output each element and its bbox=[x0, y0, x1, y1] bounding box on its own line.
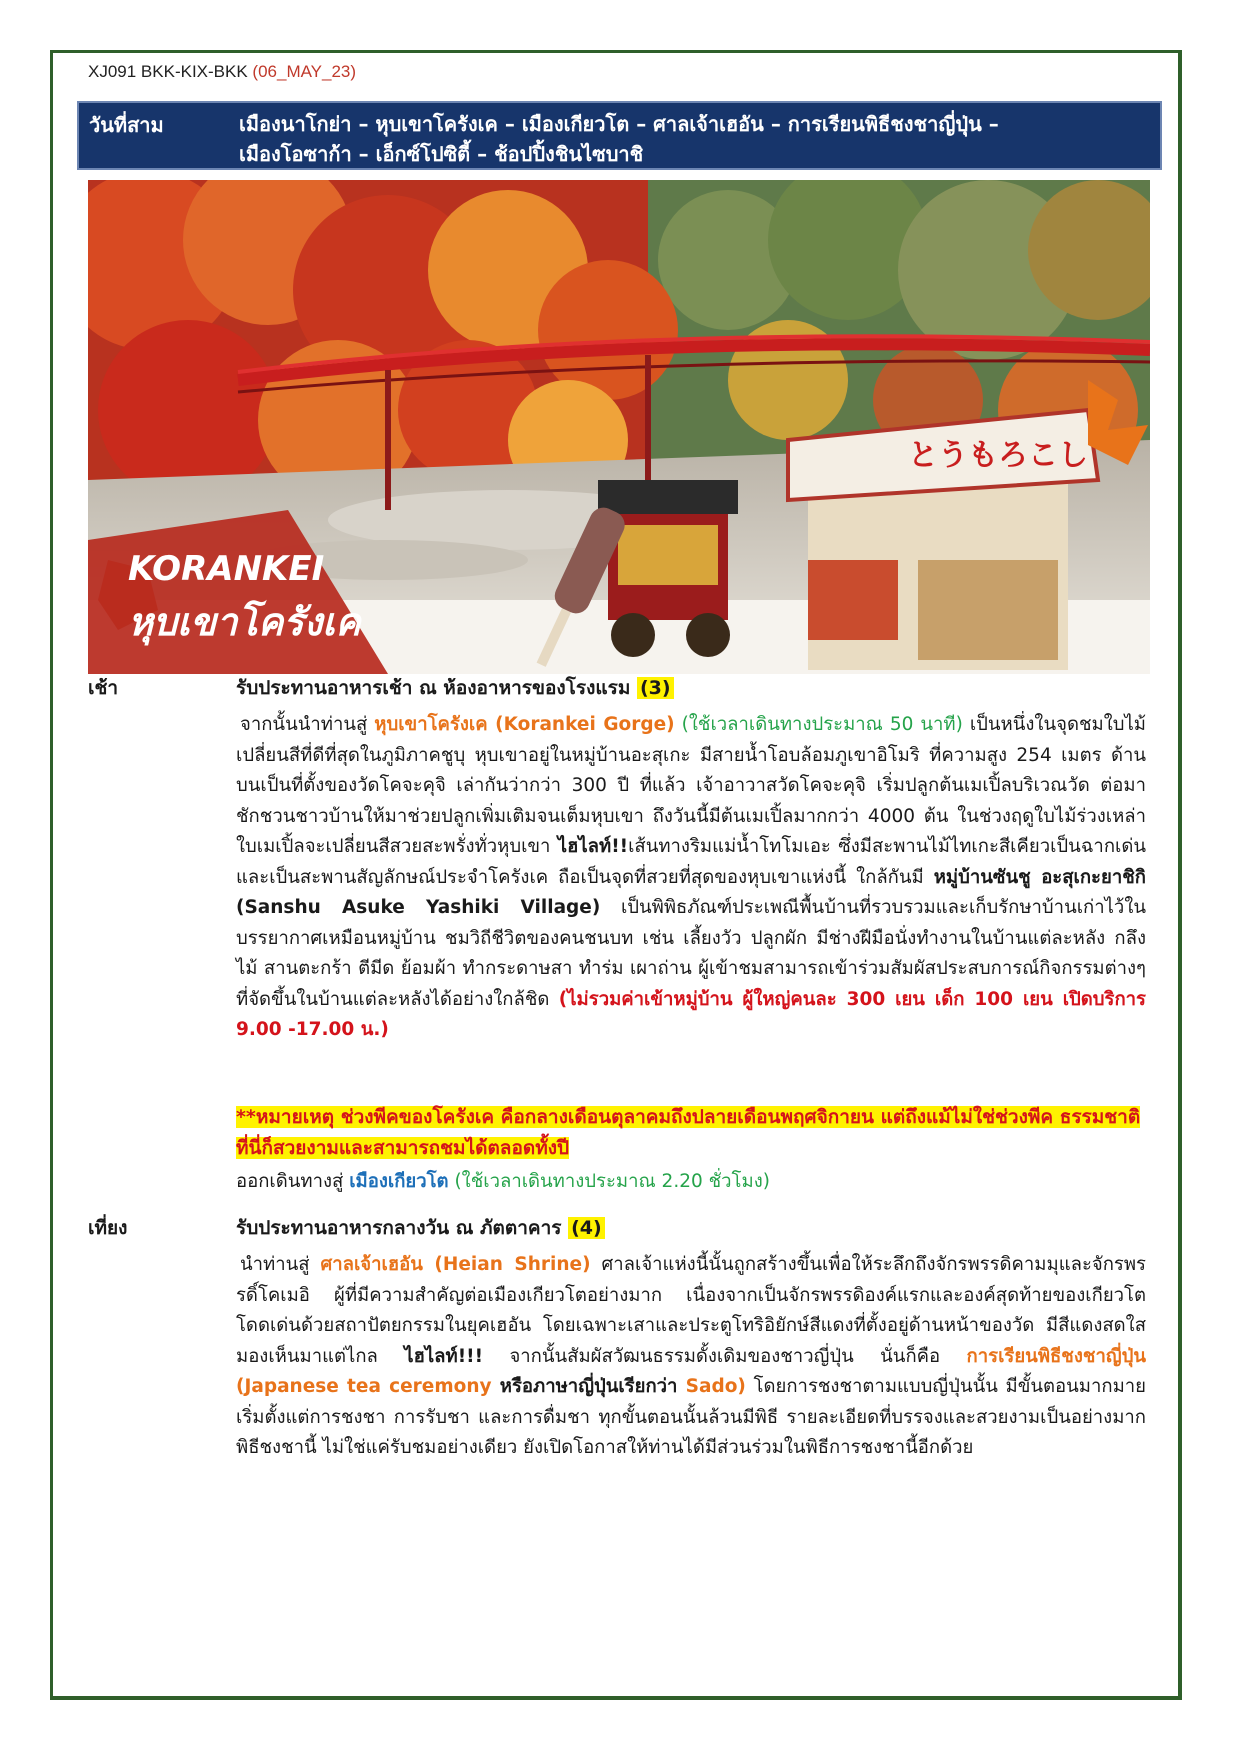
korankei-highlight: ไฮไลท์!! bbox=[557, 836, 629, 857]
morning-meal bbox=[236, 673, 674, 703]
korankei-travel-time: (ใช้เวลาเดินทางประมาณ 50 นาที) bbox=[674, 714, 963, 735]
tea-ceremony-japanese: หรือภาษาญี่ปุ่นเรียกว่า bbox=[491, 1376, 686, 1397]
heian-description: ศาลเจ้าแห่งนี้นั้นถูกสร้างขึ้นเพื่อให้ระลึกถึงจักรพรรดิคามมุและจักรพรรดิ์โคเมอิ ผู้ที่มีความสำคัญต่อเมืองเกียวโตอย่างมาก เนื่องจากเป็นจักรพรรดิองค์แรกและองค์สุดท้ายของเกียวโต โดดเด่นด้วยสถาปัตยกรรมในยุคเฮอัน โดยเฉพาะเสาและประตูโทริอิยักษ์สีแดงที่ตั้งอยู่ด้านหน้าของวัด มีสีแดงสดใสมองเห็นมาแต่ไกล bbox=[236, 1254, 1146, 1367]
morning-meal-text: รับประทานอาหารเช้า ณ ห้องอาหารของโรงแรม bbox=[236, 677, 631, 699]
kyoto-city: เมืองเกียวโต bbox=[349, 1171, 449, 1192]
day-label: วันที่สาม bbox=[89, 113, 164, 137]
korankei-paragraph bbox=[236, 710, 1146, 1046]
kyoto-travel-time: (ใช้เวลาเดินทางประมาณ 2.20 ชั่วโมง) bbox=[448, 1171, 770, 1192]
depart-text: ออกเดินทางสู่ bbox=[236, 1171, 350, 1192]
noon-label: เที่ยง bbox=[88, 1217, 128, 1239]
korankei-bridge-text: เส้นทางริมแม่น้ำโทโมเอะ ซึ่งมีสะพานไม้ไทเกะสีเคียวเป็นฉากเด่น และเป็นสะพานสัญลักษณ์ประจำโครังเค ถือเป็นจุดที่สวยที่สุดของหุบเขาแห่งนี้ ใกล้กันมี bbox=[236, 836, 1146, 888]
morning-label: เช้า bbox=[88, 677, 119, 699]
stall-sign: とうもろこし bbox=[908, 438, 1088, 473]
korankei-illustration bbox=[88, 180, 1150, 674]
heian-shrine-name: ศาลเจ้าเฮอัน (Heian Shrine) bbox=[320, 1254, 591, 1275]
day-title-line1: เมืองนาโกย่า – หุบเขาโครังเค – เมืองเกียวโต – ศาลเจ้าเฮอัน – การเรียนพิธีชงชาญี่ปุ่น – bbox=[239, 112, 999, 136]
day-title bbox=[239, 109, 1149, 169]
village-fee: (ไม่รวมค่าเข้าหมู่บ้าน ผู้ใหญ่คนละ 300 เยน เด็ก 100 เยน เปิดบริการ 9.00 -17.00 น.) bbox=[236, 988, 1146, 1040]
tour-date: (06_MAY_23) bbox=[252, 62, 357, 81]
noon-meal-text: รับประทานอาหารกลางวัน ณ ภัตตาคาร bbox=[236, 1217, 562, 1239]
peak-season-note bbox=[236, 1102, 1146, 1164]
morning-meal-number: (3) bbox=[637, 677, 674, 699]
asuke-village-description: เป็นพิพิธภัณฑ์ประเพณีพื้นบ้านที่รวบรวมและเก็บรักษาบ้านเก่าไว้ในบรรยากาศเหมือนหมู่บ้าน ชมวิถีชีวิตของคนชนบท เช่น เลี้ยงวัว ปลูกผัก มีช่างฝีมือนั่งทำงานในบ้านแต่ละหลัง กลึงไม้ สานตะกร้า ตีมีด ย้อมผ้า ทำกระดาษสา ทำร่ม เผาถ่าน ผู้เข้าชมสามารถเข้าร่วมสัมผัสประสบการณ์กิจกรรมต่างๆ ที่จัดขึ้นในบ้านแต่ละหลังได้อย่างใกล้ชิด bbox=[236, 897, 1146, 1010]
peak-season-note-text: **หมายเหตุ ช่วงพีคของโครังเค คือกลางเดือนตุลาคมถึงปลายเดือนพฤศจิกายน แต่ถึงแม้ไม่ใช่ช่วงพีค ธรรมชาติที่นี่ก็สวยงามและสามารถชมได้ตลอดทั้งปี bbox=[236, 1106, 1141, 1159]
heian-intro: นำท่านสู่ bbox=[240, 1254, 321, 1275]
noon-meal bbox=[236, 1213, 605, 1243]
tour-code bbox=[88, 62, 356, 82]
tea-ceremony-description: โดยการชงชาตามแบบญี่ปุ่นนั้น มีขั้นตอนมากมาย เริ่มตั้งแต่การชงชา การรับชา และการดื่มชา ทุกขั้นตอนนั้นล้วนมีพิธี รายละเอียดที่บรรจงและสวยงามเป็นอย่างมาก พิธีชงชานี้ ไม่ใช่แค่รับชมอย่างเดียว ยังเปิดโอกาสให้ท่านได้มีส่วนร่วมในพิธีการชงชานี้อีกด้วย bbox=[236, 1376, 1146, 1458]
heian-paragraph bbox=[236, 1250, 1146, 1464]
korankei-photo bbox=[88, 180, 1150, 674]
korankei-description: เป็นหนึ่งในจุดชมใบไม้เปลี่ยนสีที่ดีที่สุดในภูมิภาคชูบุ หุบเขาอยู่ในหมู่บ้านอะสุเกะ มีสายน้ำโอบล้อมภูเขาอิโมริ ที่ความสูง 254 เมตร ด้านบนเป็นที่ตั้งของวัดโคจะคุจิ เล่ากันว่ากว่า 300 ปี ที่แล้ว เจ้าอาวาสวัดโคจะคุจิ เริ่มปลูกต้นเมเปิ้ลบริเวณวัด ต่อมาชักชวนชาวบ้านให้มาช่วยปลูกเพิ่มเติมจนเต็มหุบเขา ถึงวันนี้มีต้นเมเปิ้ลมากกว่า 4000 ต้น ในช่วงฤดูใบไม้ร่วงเหล่าใบเมเปิ้ลจะเปลี่ยนสีสวยสะพรั่งทั่วหุบเขา bbox=[236, 714, 1146, 857]
depart-kyoto bbox=[236, 1167, 1146, 1198]
tea-intro: จากนั้นสัมผัสวัฒนธรรมดั้งเดิมของชาวญี่ปุ่น นั่นก็คือ bbox=[483, 1345, 967, 1367]
badge-th: หุบเขาโครังเค bbox=[128, 600, 361, 644]
badge-en: KORANKEI bbox=[128, 549, 325, 589]
tea-ceremony-name: การเรียนพิธีชงชาญี่ปุ่น (Japanese tea ceremony bbox=[236, 1345, 1146, 1397]
asuke-village-name: หมู่บ้านซันชู อะสุเกะยาชิกิ (Sanshu Asuke Yashiki Village) bbox=[236, 866, 1146, 918]
tour-code-text: XJ091 BKK-KIX-BKK bbox=[88, 62, 248, 81]
day-title-line2: เมืองโอซาก้า – เอ็กซ์โปซิตี้ – ช้อปปิ้งชินไซบาชิ bbox=[239, 142, 644, 166]
heian-highlight: ไฮไลท์!!! bbox=[404, 1345, 484, 1367]
noon-meal-number: (4) bbox=[568, 1217, 605, 1239]
sado-name: Sado) bbox=[685, 1376, 746, 1397]
day-header-band bbox=[77, 101, 1162, 170]
korankei-intro: จากนั้นนำท่านสู่ bbox=[240, 714, 375, 735]
korankei-name: หุบเขาโครังเค (Korankei Gorge) bbox=[374, 714, 675, 735]
